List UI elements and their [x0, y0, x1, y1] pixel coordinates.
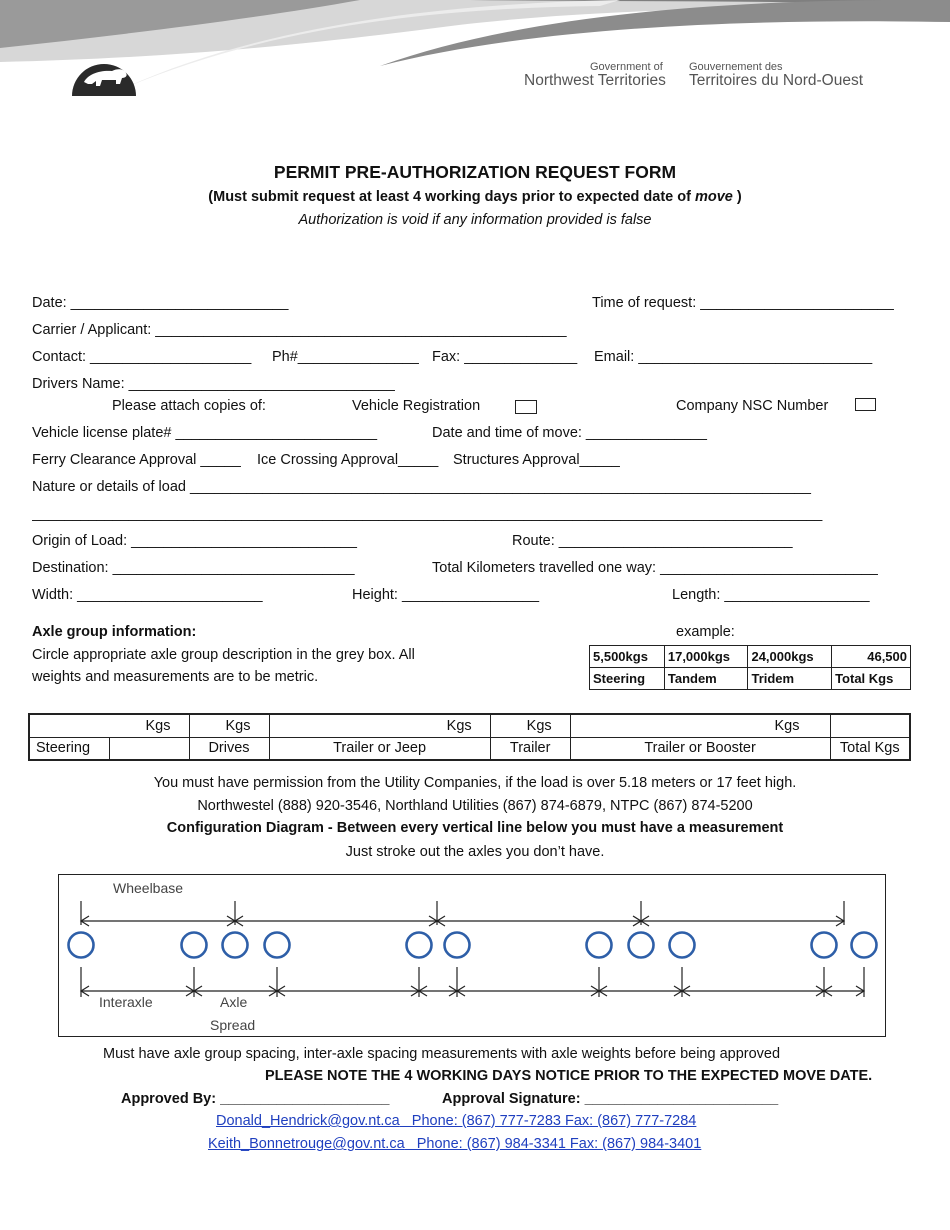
- gov-fr-large: Territoires du Nord-Ouest: [689, 72, 864, 89]
- drives-label: Drives: [189, 737, 269, 760]
- trailer-or-booster-label: Trailer or Booster: [570, 737, 830, 760]
- carrier-field[interactable]: Carrier / Applicant: ___________________________________________________: [32, 322, 567, 338]
- permission-line-1: You must have permission from the Utility Companies, if the load is over 5.18 meters or 17 feet high.: [153, 775, 797, 791]
- time-of-request-field[interactable]: Time of request: ________________________: [592, 295, 894, 311]
- polar-bear-logo: [70, 38, 138, 96]
- approval-signature-field[interactable]: Approval Signature: ________________________: [442, 1091, 779, 1107]
- vehicle-registration-checkbox[interactable]: [515, 400, 537, 414]
- please-note: PLEASE NOTE THE 4 WORKING DAYS NOTICE PRIOR TO THE EXPECTED MOVE DATE.: [265, 1068, 873, 1084]
- steering-kgs-cell[interactable]: Kgs: [29, 714, 189, 737]
- destination-field[interactable]: Destination: ______________________________: [32, 560, 355, 576]
- axle-circle: [223, 933, 248, 958]
- config-heading: Configuration Diagram - Between every vertical line below you must have a measurement: [166, 820, 784, 836]
- gov-fr-small: Gouvernement des: [689, 61, 783, 73]
- axle-circle: [69, 933, 94, 958]
- ice-crossing-field[interactable]: Ice Crossing Approval_____: [257, 452, 439, 468]
- ferry-approval-field[interactable]: Ferry Clearance Approval _____: [32, 452, 241, 468]
- form-subtitle: (Must submit request at least 4 working days prior to expected date of move ): [208, 189, 742, 205]
- configuration-diagram: [58, 874, 886, 1037]
- contact-1-email[interactable]: Donald_Hendrick@gov.nt.ca: [216, 1113, 400, 1129]
- contact-2-phone: Phone: (867) 984-3341 Fax: (867) 984-3401: [404, 1136, 702, 1152]
- example-value: 17,000kgs: [664, 646, 748, 668]
- example-value: 5,500kgs: [590, 646, 665, 668]
- axle-circle: [812, 933, 837, 958]
- axle-circle: [852, 933, 877, 958]
- wheelbase-label: Wheelbase: [113, 880, 184, 896]
- approved-by-field[interactable]: Approved By: _____________________: [121, 1091, 390, 1107]
- vehicle-registration-label: Vehicle Registration: [352, 398, 481, 414]
- form-title: PERMIT PRE-AUTHORIZATION REQUEST FORM: [273, 162, 677, 182]
- attach-label: Please attach copies of:: [112, 398, 266, 414]
- contact-field[interactable]: Contact: ____________________: [32, 349, 252, 365]
- interaxle-label: Interaxle: [99, 994, 153, 1010]
- spacing-note: Must have axle group spacing, inter-axle spacing measurements with axle weights before being approved: [103, 1046, 781, 1062]
- axle-heading: Axle group information:: [32, 624, 197, 640]
- trailer-or-jeep-label: Trailer or Jeep: [269, 737, 490, 760]
- example-label-cell: Tandem: [664, 668, 748, 690]
- company-nsc-checkbox[interactable]: [855, 398, 876, 411]
- axle-circle: [445, 933, 470, 958]
- axle-instruction-2: weights and measurements are to be metric.: [32, 669, 319, 685]
- blank-cell: [109, 737, 189, 760]
- booster-kgs-cell[interactable]: Kgs: [570, 714, 830, 737]
- steering-label: Steering: [29, 737, 109, 760]
- total-kgs-cell[interactable]: [830, 714, 910, 737]
- example-table: [589, 645, 911, 690]
- drives-kgs-cell[interactable]: Kgs: [189, 714, 269, 737]
- trailer-kgs-cell[interactable]: Kgs: [490, 714, 570, 737]
- example-label: example:: [676, 624, 735, 640]
- nature-of-load-field[interactable]: Nature or details of load _____________________________________________________________________________: [32, 479, 811, 495]
- trailer-label: Trailer: [490, 737, 570, 760]
- total-km-field[interactable]: Total Kilometers travelled one way: ___________________________: [432, 560, 878, 576]
- example-label-cell: Steering: [590, 668, 665, 690]
- jeep-kgs-cell[interactable]: Kgs: [269, 714, 490, 737]
- date-field[interactable]: Date: ___________________________: [32, 295, 289, 311]
- example-value: 46,500: [832, 646, 911, 668]
- axle-weight-table: [28, 713, 911, 761]
- email-field[interactable]: Email: _____________________________: [594, 349, 873, 365]
- structures-approval-field[interactable]: Structures Approval_____: [453, 452, 620, 468]
- void-note: Authorization is void if any information provided is false: [298, 212, 652, 228]
- spread-label: Spread: [210, 1017, 256, 1033]
- axle-circle: [587, 933, 612, 958]
- contact-1-phone: Phone: (867) 777-7283 Fax: (867) 777-7284: [399, 1113, 697, 1129]
- contact-1[interactable]: [216, 1113, 696, 1129]
- company-nsc-label: Company NSC Number: [676, 398, 829, 414]
- axle-circle: [670, 933, 695, 958]
- route-field[interactable]: Route: _____________________________: [512, 533, 793, 549]
- height-field[interactable]: Height: _________________: [352, 587, 540, 603]
- length-field[interactable]: Length: __________________: [672, 587, 870, 603]
- nature-of-load-continued[interactable]: __________________________________________________________________________________________________: [32, 506, 823, 522]
- move-date-field[interactable]: Date and time of move: _______________: [432, 425, 707, 441]
- contact-2[interactable]: [208, 1136, 701, 1152]
- axle-instruction-1: Circle appropriate axle group description in the grey box. All: [32, 647, 415, 663]
- fax-field[interactable]: Fax: ______________: [432, 349, 578, 365]
- axle-circle: [629, 933, 654, 958]
- axle-circle: [182, 933, 207, 958]
- stroke-instruction: Just stroke out the axles you don’t have.: [345, 844, 605, 860]
- plate-field[interactable]: Vehicle license plate# _________________________: [32, 425, 378, 441]
- origin-field[interactable]: Origin of Load: ____________________________: [32, 533, 357, 549]
- gov-en-large: Northwest Territories: [524, 72, 666, 89]
- axle-circle: [407, 933, 432, 958]
- gov-en-small: Government of: [590, 61, 663, 73]
- contact-2-email[interactable]: Keith_Bonnetrouge@gov.nt.ca: [208, 1136, 405, 1152]
- example-value: 24,000kgs: [748, 646, 832, 668]
- phone-field[interactable]: Ph#_______________: [272, 349, 419, 365]
- axle-circle: [265, 933, 290, 958]
- axle-diagram-svg: [59, 875, 887, 1038]
- utility-contacts: Northwestel (888) 920-3546, Northland Utilities (867) 874-6879, NTPC (867) 874-5200: [197, 798, 753, 814]
- width-field[interactable]: Width: _______________________: [32, 587, 263, 603]
- example-label-cell: Tridem: [748, 668, 832, 690]
- axle-label: Axle: [220, 994, 248, 1010]
- total-kgs-label: Total Kgs: [830, 737, 910, 760]
- example-label-cell: Total Kgs: [832, 668, 911, 690]
- drivers-name-field[interactable]: Drivers Name: _________________________________: [32, 376, 395, 392]
